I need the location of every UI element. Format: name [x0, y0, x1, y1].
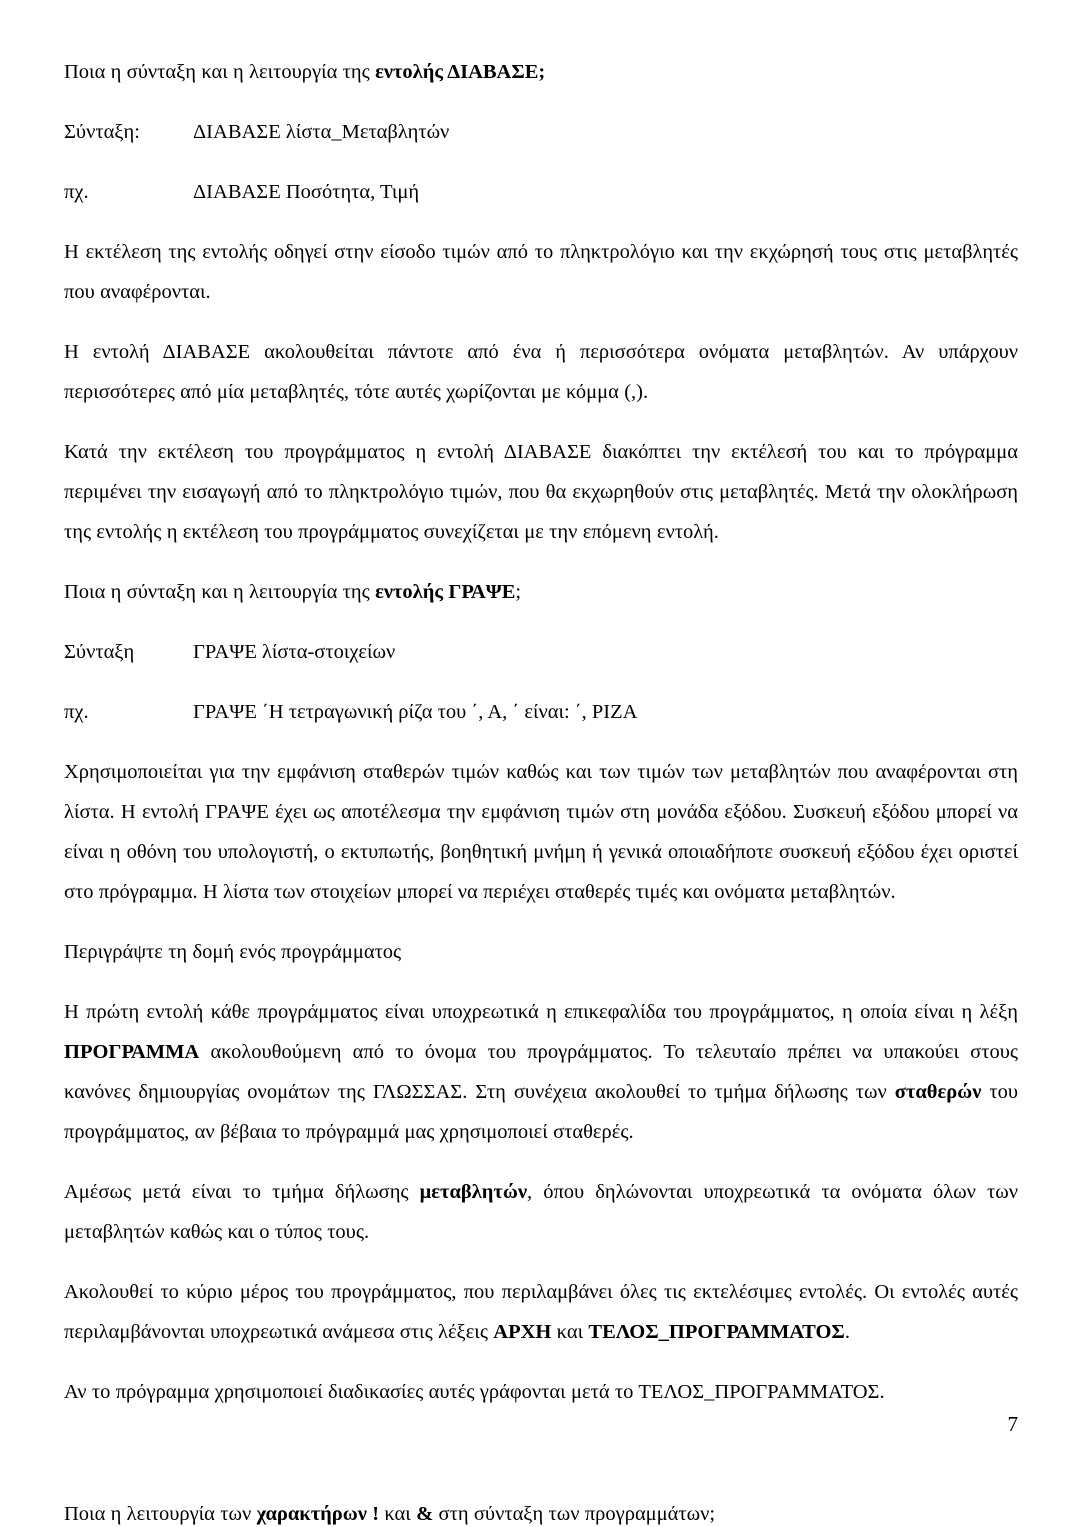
grapse-syntax-label: Σύνταξη: [64, 641, 135, 663]
section-spacer: [64, 1432, 1018, 1494]
grapse-example-label: πχ.: [64, 701, 89, 723]
diavase-syntax-value: ΔΙΑΒΑΣΕ λίστα_Μεταβλητών: [193, 121, 450, 143]
structure-paragraph-2: [64, 1172, 1018, 1252]
q4-keyword-characters: χαρακτήρων !: [256, 1503, 380, 1525]
diavase-paragraph-3: Κατά την εκτέλεση του προγράμματος η εντολή ΔΙΑΒΑΣΕ διακόπτει την εκτέλεσή του και το πρόγραμμα περιμένει την εισαγωγή από το πληκτρολόγιο τιμών, που θα εκχωρηθούν στις μεταβλητές. Μετά την ολοκλήρωση της εντολής η εκτέλεση του προγράμματος συνεχίζεται με την επόμενη εντολή.: [64, 441, 1018, 543]
question-heading-diavase-plain: Ποια η σύνταξη και η λειτουργία της: [64, 61, 376, 83]
structure-p2-keyword-metavliton: μεταβλητών: [419, 1181, 527, 1203]
structure-p2-text-2: , όπου δηλώνονται υποχρεωτικά τα ονόματα όλων των μεταβλητών καθώς και ο τύπος τους.: [64, 1181, 1018, 1243]
grapse-syntax-line: [64, 632, 1018, 672]
document-body: [64, 52, 1018, 1527]
question-heading-characters: [64, 1494, 1018, 1527]
diavase-paragraph-1: Η εκτέλεση της εντολής οδηγεί στην είσοδο τιμών από το πληκτρολόγιο και την εκχώρησή τους στις μεταβλητές που αναφέρονται.: [64, 241, 1018, 303]
structure-p3-keyword-arxi: ΑΡΧΗ: [493, 1321, 552, 1343]
page-number: 7: [1007, 1412, 1018, 1436]
grapse-paragraph-1: Χρησιμοποιείται για την εμφάνιση σταθερών τιμών καθώς και των τιμών των μεταβλητών που αναφέρονται στη λίστα. Η εντολή ΓΡΑΨΕ έχει ως αποτέλεσμα την εμφάνιση τιμών στη μονάδα εξόδου. Συσκευή εξόδου μπορεί να είναι η οθόνη του υπολογιστή, ο εκτυπωτής, βοηθητική μνήμη ή γενικά οποιαδήποτε συσκευή εξόδου έχει οριστεί στο πρόγραμμα. Η λίστα των στοιχείων μπορεί να περιέχει σταθερές τιμές και ονόματα μεταβλητών.: [64, 761, 1018, 903]
structure-p1-text-2: ακολουθούμενη από το όνομα του προγράμματος. Το τελευταίο πρέπει να υπακούει στους κανόνες δημιουργίας ονομάτων της ΓΛΩΣΣΑΣ. Στη συνέχεια ακολουθεί το τμήμα δήλωσης των: [64, 1041, 1018, 1103]
diavase-example-line: [64, 172, 1018, 212]
question-heading-structure: Περιγράψτε τη δομή ενός προγράμματος: [64, 941, 402, 963]
grapse-example-line: [64, 692, 1018, 732]
grapse-syntax-value: ΓΡΑΨΕ λίστα-στοιχείων: [193, 641, 396, 663]
q4-text-3: στη σύνταξη των προγραμμάτων;: [433, 1503, 716, 1525]
structure-p1-keyword-statheron: σταθερών: [894, 1081, 982, 1103]
question-heading-grapse: [64, 572, 1018, 612]
q4-text-2: και: [379, 1503, 417, 1525]
structure-paragraph-1: [64, 992, 1018, 1152]
question-heading-grapse-plain: Ποια η σύνταξη και η λειτουργία της: [64, 581, 376, 603]
structure-p3-text-1: Ακολουθεί το κύριο μέρος του προγράμματος, που περιλαμβάνει όλες τις εκτελέσιμες εντολές. Οι εντολές αυτές περιλαμβάνονται υποχρεωτικά ανάμεσα στις λέξεις: [64, 1281, 1018, 1343]
q4-text-1: Ποια η λειτουργία των: [64, 1503, 257, 1525]
structure-paragraph-3: [64, 1272, 1018, 1352]
q4-keyword-ampersand: &: [416, 1503, 434, 1525]
structure-p1-keyword-programma: ΠΡΟΓΡΑΜΜΑ: [64, 1041, 200, 1063]
structure-p3-keyword-telos-programmatos: ΤΕΛΟΣ_ΠΡΟΓΡΑΜΜΑΤΟΣ: [588, 1321, 845, 1343]
diavase-paragraph-2: Η εντολή ΔΙΑΒΑΣΕ ακολουθείται πάντοτε από ένα ή περισσότερα ονόματα μεταβλητών. Αν υπάρχουν περισσότερες από μία μεταβλητές, τότε αυτές χωρίζονται με κόμμα (,).: [64, 341, 1018, 403]
grapse-example-value: ΓΡΑΨΕ ΄Η τετραγωνική ρίζα του ΄, Α, ΄ είναι: ΄, ΡΙΖΑ: [193, 701, 638, 723]
structure-p3-text-2: και: [551, 1321, 589, 1343]
structure-p3-text-3: .: [844, 1321, 850, 1343]
question-heading-grapse-bold: εντολής ΓΡΑΨΕ: [375, 581, 516, 603]
structure-p2-text-1: Αμέσως μετά είναι το τμήμα δήλωσης: [64, 1181, 420, 1203]
structure-paragraph-4: Αν το πρόγραμμα χρησιμοποιεί διαδικασίες αυτές γράφονται μετά το ΤΕΛΟΣ_ΠΡΟΓΡΑΜΜΑΤΟΣ.: [64, 1381, 885, 1403]
diavase-syntax-line: [64, 112, 1018, 152]
diavase-example-value: ΔΙΑΒΑΣΕ Ποσότητα, Τιμή: [193, 181, 420, 203]
question-heading-diavase: [64, 52, 1018, 92]
structure-p1-text-1: Η πρώτη εντολή κάθε προγράμματος είναι υποχρεωτικά η επικεφαλίδα του προγράμματος, η οποία είναι η λέξη: [64, 1001, 1018, 1023]
question-heading-diavase-bold: εντολής ΔΙΑΒΑΣΕ;: [375, 61, 546, 83]
diavase-example-label: πχ.: [64, 181, 89, 203]
diavase-syntax-label: Σύνταξη:: [64, 121, 140, 143]
question-heading-grapse-suffix: ;: [515, 581, 522, 603]
structure-p1-text-3: του προγράμματος, αν βέβαια το πρόγραμμά μας χρησιμοποιεί σταθερές.: [64, 1081, 1018, 1143]
